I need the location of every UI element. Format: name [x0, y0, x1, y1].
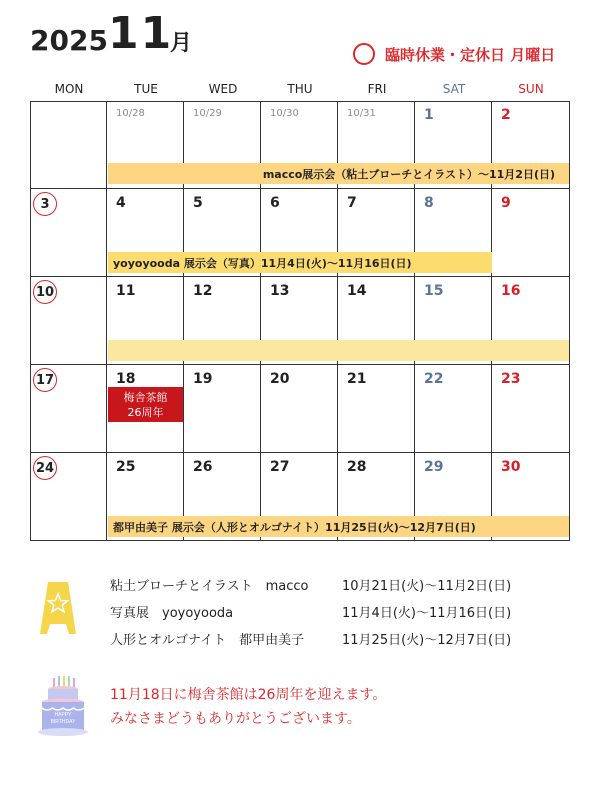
- day-number: 23: [501, 371, 521, 387]
- weekday-sun: SUN: [518, 82, 544, 96]
- day-cell: [184, 365, 261, 453]
- day-cell: [30, 453, 107, 541]
- weekday-sat: SAT: [442, 82, 466, 96]
- anniversary-badge: [108, 387, 183, 422]
- day-number: 20: [270, 371, 290, 387]
- day-number: 14: [347, 283, 367, 299]
- anniversary-badge-line1: 梅舎茶館: [123, 391, 168, 404]
- month-kanji: 月: [170, 31, 193, 56]
- day-number: 16: [501, 283, 521, 299]
- exhibition-name-2: 写真展 yoyoyooda: [110, 606, 234, 621]
- day-number: 28: [347, 459, 367, 475]
- day-number: 26: [193, 459, 213, 475]
- weekday-wed: WED: [208, 82, 238, 96]
- day-number: 5: [193, 195, 203, 211]
- weekday-mon: MON: [54, 82, 84, 96]
- day-number: 21: [347, 371, 367, 387]
- day-number: 6: [270, 195, 280, 211]
- day-number: 10/29: [193, 108, 222, 119]
- day-number: 4: [116, 195, 126, 211]
- anniversary-badge-line2: 26周年: [127, 406, 164, 419]
- day-cell: [30, 277, 107, 365]
- day-number: 10/31: [347, 108, 376, 119]
- birthday-cake-icon: [34, 672, 92, 742]
- weekday-thu: THU: [287, 82, 313, 96]
- anniversary-note-line1: 11月18日に梅舎茶館は26周年を迎えます。: [110, 687, 387, 703]
- day-number: 10/28: [116, 108, 145, 119]
- standing-sign-icon: [38, 580, 78, 636]
- day-cell: [30, 101, 107, 189]
- closed-day-number: 17: [33, 368, 57, 392]
- weekday-tue: TUE: [134, 82, 158, 96]
- day-number: 29: [424, 459, 444, 475]
- day-cell: [492, 189, 570, 277]
- anniversary-note-line2: みなさまどうもありがとうございます。: [110, 711, 361, 727]
- calendar-grid: [30, 101, 570, 541]
- weekday-fri: FRI: [367, 82, 387, 96]
- year-label: 2025: [30, 24, 108, 57]
- event-band-yoyoyooda-continued: [108, 340, 569, 361]
- day-number: 10/30: [270, 108, 299, 119]
- day-cell: [415, 365, 492, 453]
- closed-day-number: 24: [33, 456, 57, 480]
- day-cell: [30, 365, 107, 453]
- day-number: 12: [193, 283, 213, 299]
- day-number: 11: [116, 283, 136, 299]
- day-number: 13: [270, 283, 290, 299]
- day-number: 7: [347, 195, 357, 211]
- day-cell: [30, 189, 107, 277]
- day-cell: [492, 365, 570, 453]
- closed-day-legend-text: 臨時休業・定休日 月曜日: [385, 46, 556, 64]
- closed-day-legend-circle-icon: [353, 43, 375, 65]
- day-number: 27: [270, 459, 290, 475]
- event-band-yoyoyooda: yoyoyooda 展示会（写真）11月4日(火)〜11月16日(日): [108, 252, 492, 273]
- month-number: 11: [108, 8, 174, 59]
- day-number: 30: [501, 459, 521, 475]
- day-cell: [261, 365, 338, 453]
- day-number: 8: [424, 195, 434, 211]
- exhibition-dates-1: 10月21日(火)〜11月2日(日): [342, 579, 512, 594]
- day-number: 1: [424, 107, 434, 123]
- closed-day-number: 10: [33, 280, 57, 304]
- cake-text-birthday: BIRTHDAY: [50, 719, 76, 725]
- cake-text-happy: HAPPY: [54, 712, 72, 718]
- exhibition-name-1: 粘土ブローチとイラスト macco: [110, 579, 309, 594]
- day-number: 19: [193, 371, 213, 387]
- exhibition-name-3: 人形とオルゴナイト 都甲由美子: [110, 633, 305, 648]
- exhibition-dates-2: 11月4日(火)〜11月16日(日): [342, 606, 512, 621]
- day-cell: [338, 365, 415, 453]
- day-number: 22: [424, 371, 444, 387]
- day-number: 18: [116, 371, 136, 387]
- day-number: 25: [116, 459, 136, 475]
- closed-day-number: 3: [33, 192, 57, 216]
- day-number: 15: [424, 283, 444, 299]
- day-number: 9: [501, 195, 511, 211]
- event-band-miyako: 都甲由美子 展示会（人形とオルゴナイト）11月25日(火)〜12月7日(日): [108, 516, 569, 537]
- exhibition-dates-3: 11月25日(火)〜12月7日(日): [342, 633, 512, 648]
- event-band-macco: macco展示会（粘土ブローチとイラスト）〜11月2日(日): [108, 163, 569, 184]
- day-number: 2: [501, 107, 511, 123]
